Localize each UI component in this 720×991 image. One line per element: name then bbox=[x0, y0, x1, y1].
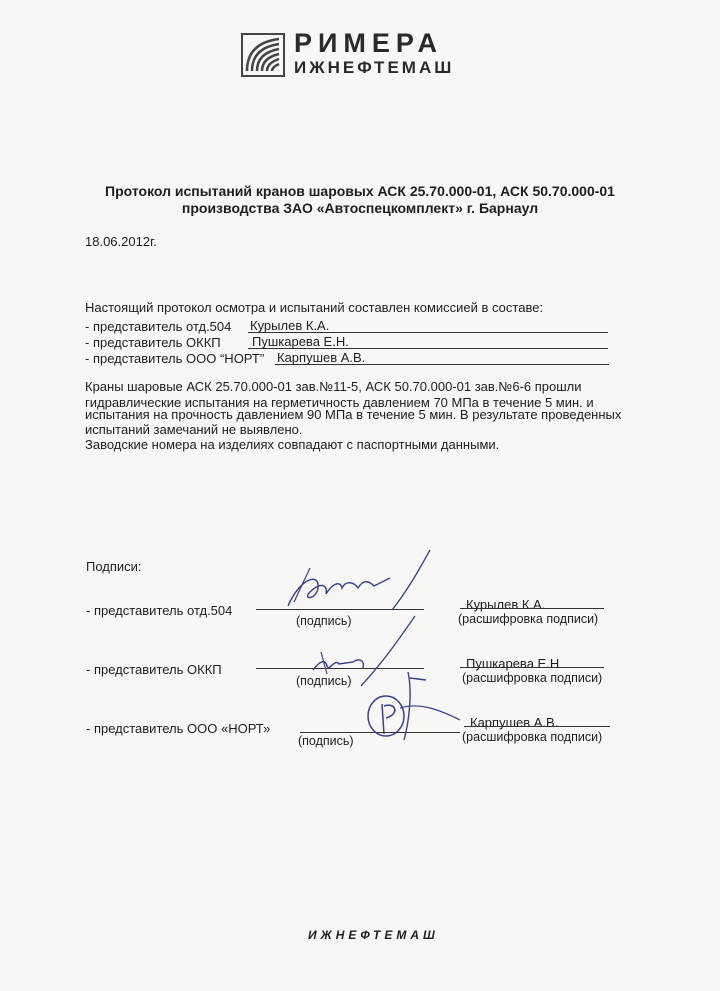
body-line: Заводские номера на изделиях совпадают с паспортными данными. bbox=[85, 437, 500, 452]
signer-name: Карпушев А.В. bbox=[470, 715, 559, 730]
member-name: Курылев К.А. bbox=[250, 318, 330, 333]
body-line: испытаний замечаний не выявлено. bbox=[85, 422, 303, 437]
document-date: 18.06.2012г. bbox=[85, 234, 157, 249]
company-logo-icon bbox=[241, 33, 285, 77]
signer-role: - представитель ООО «НОРТ» bbox=[86, 721, 271, 736]
commission-intro: Настоящий протокол осмотра и испытаний составлен комиссией в составе: bbox=[85, 300, 544, 315]
name-line bbox=[464, 726, 610, 727]
signer-role: - представитель отд.504 bbox=[86, 603, 233, 618]
signature-caption: (подпись) bbox=[296, 674, 352, 688]
member-name: Пушкарева Е.Н. bbox=[252, 334, 349, 349]
signer-name: Пушкарева Е.Н bbox=[466, 656, 560, 671]
document-title-line1: Протокол испытаний кранов шаровых АСК 25.70.000-01, АСК 50.70.000-01 bbox=[105, 183, 615, 199]
name-caption: (расшифровка подписи) bbox=[462, 730, 603, 744]
body-line: Краны шаровые АСК 25.70.000-01 зав.№11-5, АСК 50.70.000-01 зав.№6-6 прошли bbox=[85, 379, 582, 394]
footer-logo-text: ИЖНЕФТЕМАШ bbox=[308, 928, 439, 942]
signature-caption: (подпись) bbox=[298, 734, 354, 748]
logo-title: РИМЕРА bbox=[294, 28, 444, 58]
member-name: Карпушев А.В. bbox=[277, 350, 366, 365]
member-role: - представитель ОККП bbox=[85, 335, 221, 350]
name-line bbox=[460, 667, 604, 668]
signature-1-icon bbox=[280, 548, 440, 618]
signer-role: - представитель ОККП bbox=[86, 662, 222, 677]
signer-name: Курылев К.А. bbox=[466, 597, 546, 612]
signatures-heading: Подписи: bbox=[86, 559, 142, 574]
signature-3-icon bbox=[360, 668, 470, 748]
name-caption: (расшифровка подписи) bbox=[458, 612, 599, 626]
signature-caption: (подпись) bbox=[296, 614, 352, 628]
document-title-line2: производства ЗАО «Автоспецкомплект» г. Барнаул bbox=[181, 200, 539, 216]
member-role: - представитель отд.504 bbox=[85, 319, 232, 334]
body-line: гидравлические испытания на герметичность давлением 70 МПа в течение 5 мин. и bbox=[85, 395, 594, 410]
body-line: испытания на прочность давлением 90 МПа в течение 5 мин. В результате проведенных bbox=[85, 407, 622, 422]
name-caption: (расшифровка подписи) bbox=[462, 671, 603, 685]
member-role: - представитель ООО “НОРТ” bbox=[85, 351, 265, 366]
underline bbox=[275, 364, 609, 365]
logo-subtitle: ИЖНЕФТЕМАШ bbox=[294, 58, 455, 77]
name-line bbox=[460, 608, 604, 609]
